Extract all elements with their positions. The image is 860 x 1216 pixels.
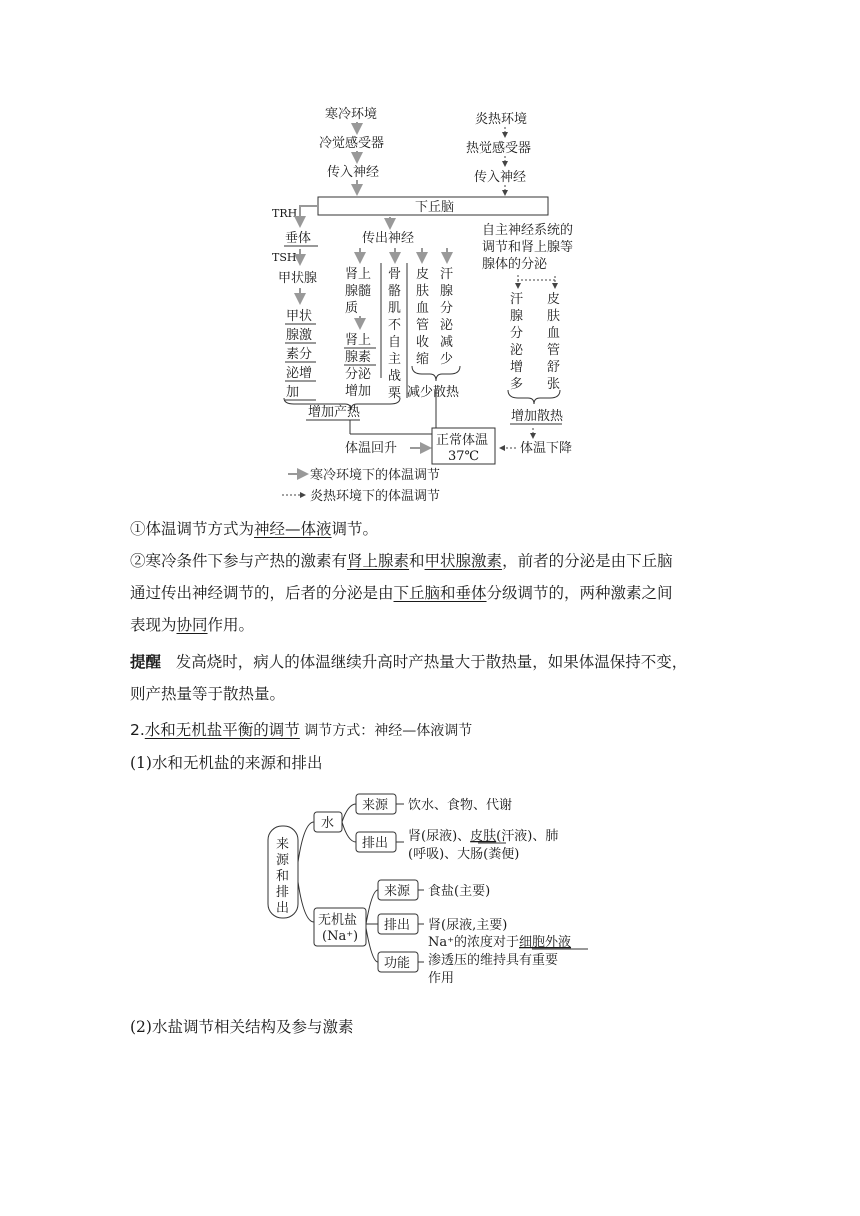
paragraph-2-line-3: 表现为协同作用。 [130, 616, 255, 634]
svg-text:骨: 骨 [388, 267, 402, 282]
svg-text:分泌: 分泌 [345, 367, 372, 382]
skin-vessel-constrict [416, 266, 429, 367]
paragraph-2-line-2: 通过传出神经调节的，后者的分泌是由下丘脑和垂体分级调节的，两种激素之间 [130, 584, 673, 602]
section-2-heading: 2.水和无机盐平衡的调节 调节方式：神经—体液调节 [130, 721, 473, 739]
tip-line-1: 提醒 发高烧时，病人的体温继续升高时产热量大于散热量，如果体温保持不变， [130, 653, 688, 671]
paragraph-2-line-1: ②寒冷条件下参与产热的激素有肾上腺素和甲状腺激素，前者的分泌是由下丘脑 [130, 552, 673, 570]
svg-text:自: 自 [388, 335, 402, 350]
hot-env: 炎热环境 [475, 112, 528, 127]
increase-heat-loss: 增加散热 [511, 409, 564, 424]
salt-func: 功能 [384, 956, 411, 971]
sweat-decrease [440, 267, 454, 367]
hypothalamus: 下丘脑 [415, 200, 455, 215]
svg-text:肌: 肌 [388, 301, 402, 316]
salt-source: 来源 [384, 884, 411, 899]
water-source-text: 饮水、食物、代谢 [408, 798, 513, 813]
svg-text:舒: 舒 [547, 360, 561, 375]
svg-text:皮: 皮 [416, 267, 430, 282]
svg-text:缩: 缩 [416, 352, 430, 367]
subheading-1: (1)水和无机盐的来源和排出 [130, 754, 323, 772]
svg-text:多: 多 [510, 377, 524, 392]
salt-out-text: 肾(尿液,主要) [428, 918, 508, 933]
temp-value: 37℃ [448, 449, 480, 464]
svg-text:减: 减 [440, 335, 454, 350]
root-label [276, 836, 290, 916]
svg-text:出: 出 [276, 901, 290, 916]
afferent-left: 传入神经 [327, 165, 380, 180]
svg-text:质: 质 [345, 301, 359, 316]
normal-temp: 正常体温 [436, 433, 489, 448]
water-out: 排出 [362, 836, 389, 851]
reduce-heat-loss: 减少散热 [407, 385, 460, 400]
svg-text:甲状: 甲状 [286, 309, 313, 324]
svg-text:栗: 栗 [388, 386, 402, 401]
legend-cold: 寒冷环境下的体温调节 [310, 468, 441, 483]
svg-text:腺髓: 腺髓 [345, 284, 372, 299]
increase-heat-prod: 增加产热 [308, 405, 361, 420]
cold-receptor: 冷觉感受器 [319, 136, 385, 151]
svg-text:排: 排 [276, 885, 290, 900]
svg-text:泌: 泌 [440, 318, 454, 333]
water-out-line-2: (呼吸)、大肠(粪便) [408, 847, 520, 862]
svg-text:肤: 肤 [416, 284, 430, 299]
adrenaline-text [344, 332, 376, 399]
svg-text:战: 战 [388, 369, 402, 384]
svg-text:少: 少 [440, 352, 454, 367]
svg-text:加: 加 [286, 385, 300, 400]
subheading-2: (2)水盐调节相关结构及参与激素 [130, 1018, 354, 1036]
svg-text:肤: 肤 [547, 309, 561, 324]
water-out-line-1: 肾(尿液)、皮肤(汗液)、肺 [408, 829, 559, 844]
thyroid-hormone-text [285, 308, 316, 400]
salt-func-line-1: Na⁺的浓度对于细胞外液 [428, 935, 572, 950]
svg-text:收: 收 [416, 335, 430, 350]
skin-vessel-dilate [547, 291, 560, 392]
svg-text:张: 张 [547, 377, 561, 392]
paragraph-1: ①体温调节方式为神经—体液调节。 [130, 520, 379, 538]
svg-text:源: 源 [276, 853, 290, 868]
legend-hot: 炎热环境下的体温调节 [310, 489, 441, 504]
svg-text:增: 增 [510, 360, 524, 375]
water-salt-diagram [262, 782, 622, 1002]
svg-text:血: 血 [416, 301, 430, 316]
svg-text:腺体的分泌: 腺体的分泌 [482, 257, 548, 272]
svg-text:增加: 增加 [345, 384, 372, 399]
svg-text:主: 主 [388, 352, 402, 367]
svg-text:血: 血 [547, 326, 561, 341]
efferent-nerve: 传出神经 [362, 231, 415, 246]
svg-text:皮: 皮 [547, 292, 561, 307]
temp-drop: 体温下降 [520, 441, 573, 456]
trh-label: TRH [272, 207, 298, 220]
svg-text:来: 来 [276, 837, 290, 852]
water-source: 来源 [362, 798, 389, 813]
sweat-increase [510, 292, 524, 392]
svg-text:管: 管 [547, 343, 561, 358]
svg-text:肾上: 肾上 [345, 333, 372, 348]
salt-func-line-3: 作用 [428, 971, 455, 986]
svg-text:泌: 泌 [510, 343, 524, 358]
svg-text:管: 管 [416, 318, 430, 333]
svg-text:泌增: 泌增 [286, 366, 313, 381]
svg-text:不: 不 [388, 318, 402, 333]
svg-text:腺素: 腺素 [345, 350, 372, 365]
svg-text:汗: 汗 [440, 267, 454, 282]
salt-out: 排出 [384, 918, 411, 933]
svg-text:肾上: 肾上 [345, 267, 372, 282]
svg-text:调节和肾上腺等: 调节和肾上腺等 [482, 240, 574, 255]
adrenal-medulla [345, 266, 371, 316]
thermoregulation-diagram [250, 98, 630, 510]
temp-rise: 体温回升 [345, 441, 398, 456]
svg-text:素分: 素分 [286, 347, 313, 362]
salt-func-line-2: 渗透压的维持具有重要 [428, 953, 559, 968]
pituitary: 垂体 [285, 231, 312, 246]
autonomic-text [482, 222, 573, 272]
svg-text:腺: 腺 [440, 284, 454, 299]
thyroid: 甲状腺 [278, 271, 318, 286]
regulation-mode: 神经—体液 [254, 520, 332, 538]
tip-line-2: 则产热量等于散热量。 [130, 685, 286, 703]
svg-text:分: 分 [440, 301, 454, 316]
heat-receptor: 热觉感受器 [466, 141, 532, 156]
tip-label: 提醒 [130, 653, 162, 671]
svg-text:和: 和 [276, 869, 290, 884]
svg-text:腺: 腺 [510, 309, 524, 324]
skeletal-muscle [388, 267, 401, 401]
svg-text:自主神经系统的: 自主神经系统的 [482, 223, 574, 238]
svg-text:腺激: 腺激 [286, 328, 313, 343]
svg-text:骼: 骼 [388, 284, 402, 299]
salt-label: 无机盐 [318, 913, 358, 928]
afferent-right: 传入神经 [474, 170, 527, 185]
svg-text:分: 分 [510, 326, 524, 341]
salt-na: (Na⁺) [322, 929, 359, 944]
tsh-label: TSH [272, 251, 297, 264]
water-label: 水 [321, 816, 335, 831]
salt-source-text: 食盐(主要) [428, 884, 491, 899]
svg-text:汗: 汗 [510, 292, 524, 307]
cold-env: 寒冷环境 [325, 107, 378, 122]
